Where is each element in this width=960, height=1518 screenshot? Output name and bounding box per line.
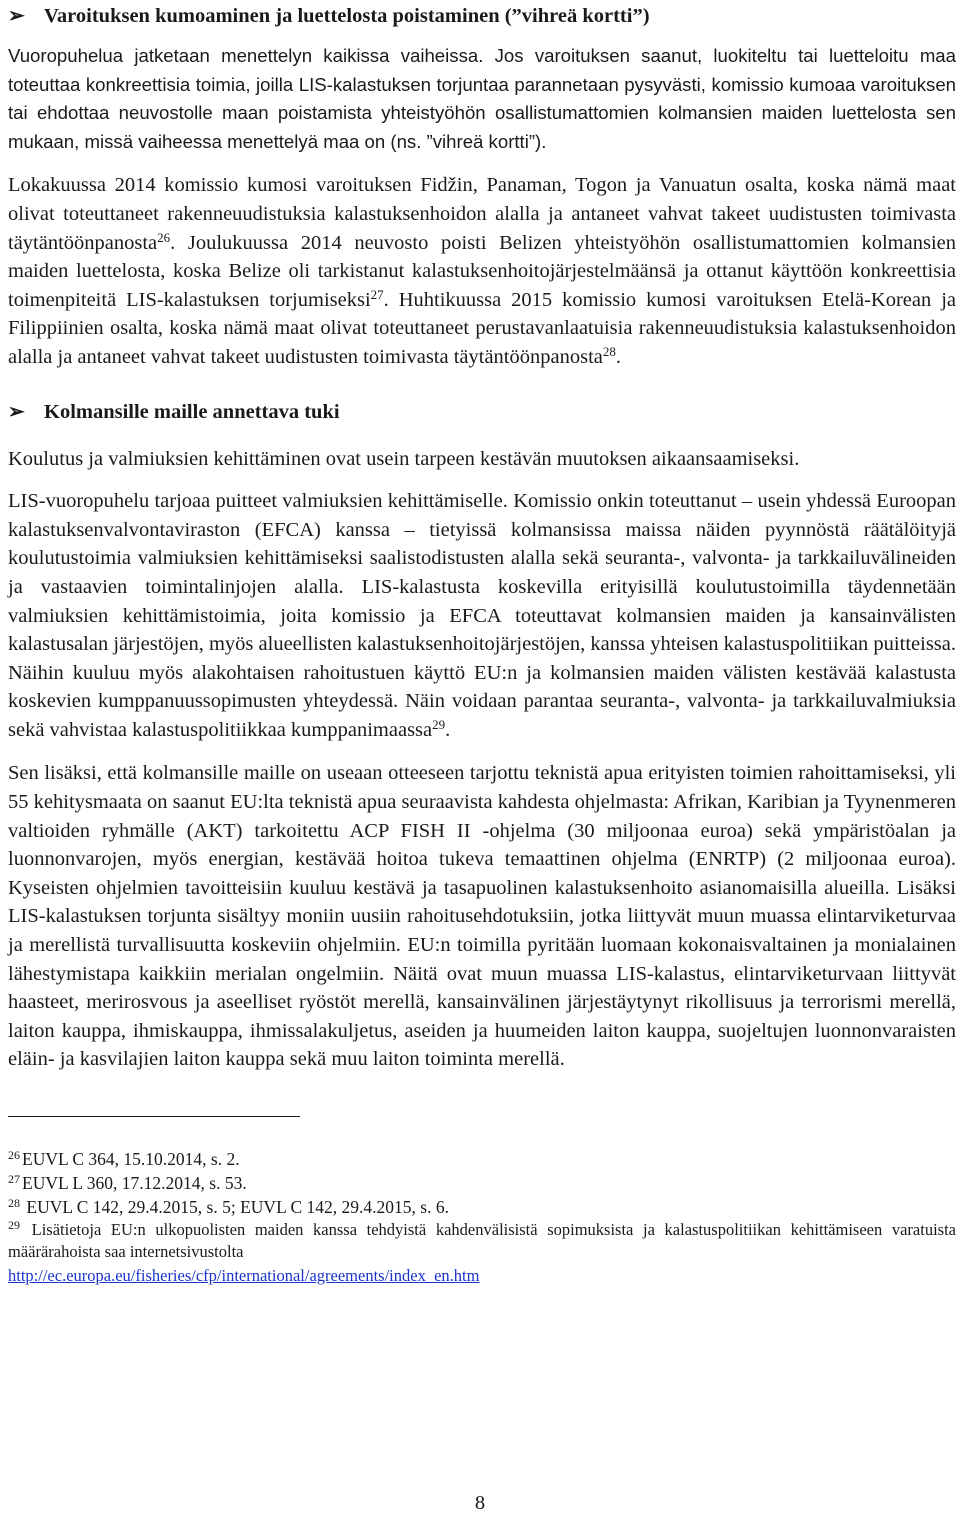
section-heading-text: Kolmansille maille annettava tuki [44, 400, 340, 423]
paragraph-text: . Joulukuussa 2014 neuvosto poisti Belizen yhteistyöhön osallistumattomien kolmansien maiden luettelosta, koska Belize oli tarkistanut kalastuksenhoitojärjestelmäänsä ja ottanut käyttöön konkreettisia toimenpiteitä LIS-kalastuksen torjumiseksi [8, 231, 956, 311]
footnote-26 [8, 1147, 956, 1171]
footnote-text: EUVL L 360, 17.12.2014, s. 53. [22, 1173, 247, 1193]
arrow-bullet-icon: ➢ [8, 5, 25, 27]
paragraph-training: Koulutus ja valmiuksien kehittäminen ovat usein tarpeen kestävän muutoksen aikaansaamiseksi. [8, 447, 800, 470]
section-heading-green-card [8, 2, 956, 30]
page-number: 8 [474, 1492, 486, 1514]
paragraph-revocations [8, 171, 956, 371]
paragraph-capacity-building [8, 487, 956, 744]
footnote-ref-27[interactable]: 27 [370, 286, 384, 302]
footnote-27 [8, 1171, 956, 1195]
paragraph-technical-assistance: Sen lisäksi, että kolmansille maille on useaan otteeseen tarjottu teknistä apua erityisten toimien rahoittamiseksi, yli 55 kehitysmaata on saanut EU:lta teknistä apua seuraavista kahdesta ohjelmasta: Afrikan, Karibian ja Tyynenmeren valtioiden ryhmälle (AKT) tarkoitettu ACP FISH II -ohjelma (30 miljoonaa euroa) sekä ympäristöalan ja luonnonvarojen, myös energian, kestävää hoitoa tukeva temaattinen ohjelma (ENRTP) (2 miljoonaa euroa). Kyseisten ohjelmien tavoitteisiin kuuluu kestävä ja tasapuolinen kalastuksenhoito asianomaisilla alueilla. Lisäksi LIS-kalastuksen torjunta sisältyy moniin uusiin rahoitusehdotuksiin, jotka liittyvät muun muassa elintarviketurvaa ja merellistä turvallisuutta koskeviin ohjelmiin. EU:n toimilla pyritään luomaan kokonaisvaltainen ja monialainen lähestymistapa kaikkiin merialan ongelmiin. Näitä ovat muun muassa LIS-kalastus, elintarviketurvaan liittyvät haasteet, merirosvous ja aseelliset ryöstöt merellä, kansainvälinen järjestäytynyt rikollisuus ja terrorismi merellä, laiton kauppa, ihmiskauppa, ihmissalakuljetus, aseiden ja huumeiden laiton kauppa, suojeltujen luonnonvaraisten eläin- ja kasvilajien laiton kauppa sekä muu laiton toiminta merellä. [8, 762, 956, 1071]
footnote-number: 27 [8, 1172, 20, 1186]
footnote-text: EUVL C 364, 15.10.2014, s. 2. [22, 1149, 240, 1169]
paragraph-text: . [445, 718, 451, 741]
arrow-bullet-icon: ➢ [8, 400, 25, 423]
footnote-29 [8, 1219, 956, 1263]
paragraph-text: Lokakuussa 2014 komissio kumosi varoituksen Fidžin, Panaman, Togon ja Vanuatun osalta, koska nämä maat olivat toteuttaneet rakenneuudistuksia kalastuksenhoidon alalla ja antaneet vahvat takeet uudistusten toimivasta täytäntöönpanosta [8, 174, 956, 254]
section-heading-text: Varoituksen kumoaminen ja luettelosta poistaminen (”vihreä kortti”) [44, 5, 650, 27]
section-heading-support [8, 398, 956, 426]
document-page [8, 0, 956, 1287]
paragraph-dialogue: Vuoropuhelua jatketaan menettelyn kaikissa vaiheissa. Jos varoituksen saanut, luokiteltu tai luetteloitu maa toteuttaa konkreettisia toimia, joilla LIS-kalastuksen torjuntaa parannetaan pysyvästi, komissio kumoaa varoituksen tai ehdottaa neuvostolle maan poistamista yhteistyöhön osallistumattomien kolmansien maiden luettelosta sen mukaan, missä vaiheessa menettelyä maa on (ns. ”vihreä kortti”). [8, 45, 956, 152]
footnote-ref-26[interactable]: 26 [157, 229, 171, 245]
footnote-number: 26 [8, 1148, 20, 1162]
footnote-text: Lisätietoja EU:n ulkopuolisten maiden kanssa tehdyistä kahdenvälisistä sopimuksista ja kalastuspolitiikan kehittämiseen varatuista määrärahoista saa internetsivustolta [8, 1220, 956, 1261]
footnote-28 [8, 1195, 956, 1219]
paragraph-text: LIS-vuoropuhelu tarjoaa puitteet valmiuksien kehittämiselle. Komissio onkin toteuttanut – usein yhdessä Euroopan kalastuksenvalvontaviraston (EFCA) kanssa – tietyissä kolmansissa maissa näiden pyynnöstä räätälöityjä koulutustoimia valmiuksien kehittämiseksi saalistodistusten alalla sekä seuranta-, valvonta- ja tarkkailuvälineiden ja vastaavien toimintalinjojen alalla. LIS-kalastusta koskevilla erityisillä koulutustoimilla täydennetään valmiuksien kehittämistoimia, joita komissio ja EFCA toteuttavat kolmansien maiden ja kansainvälisten kalastusalan järjestöjen, myös alueellisten kalastuksenhoitojärjestöjen, kanssa yhteisen kalastuspolitiikan puitteissa. Näihin kuuluu myös alakohtaisen rahoitustuen käyttö EU:n ja kolmansien maiden välisten kestävää kalastusta koskevien kumppanuussopimusten yhteydessä. Näin voidaan parantaa seuranta-, valvonta- ja tarkkailuvalmiuksia sekä vahvistaa kalastuspolitiikkaa kumppanimaassa [8, 490, 956, 741]
paragraph-text: . [615, 345, 621, 368]
footnote-number: 29 [8, 1218, 20, 1232]
footnote-text: EUVL C 142, 29.4.2015, s. 5; EUVL C 142, 29.4.2015, s. 6. [22, 1197, 449, 1217]
footnote-ref-29[interactable]: 29 [432, 716, 446, 732]
footnote-link[interactable]: http://ec.europa.eu/fisheries/cfp/international/agreements/index_en.htm [8, 1266, 480, 1285]
footnote-number: 28 [8, 1196, 20, 1210]
footnote-separator [8, 1116, 300, 1117]
footnote-ref-28[interactable]: 28 [602, 343, 616, 359]
footnotes [8, 1147, 956, 1287]
paragraph-text: . Huhtikuussa 2015 komissio kumosi varoituksen Etelä-Korean ja Filippiinien osalta, koska nämä maat olivat toteuttaneet perustavanlaatuisia rakenneuudistuksia kalastuksenhoidon alalla ja antaneet vahvat takeet uudistusten toimivasta täytäntöönpanosta [8, 288, 956, 368]
